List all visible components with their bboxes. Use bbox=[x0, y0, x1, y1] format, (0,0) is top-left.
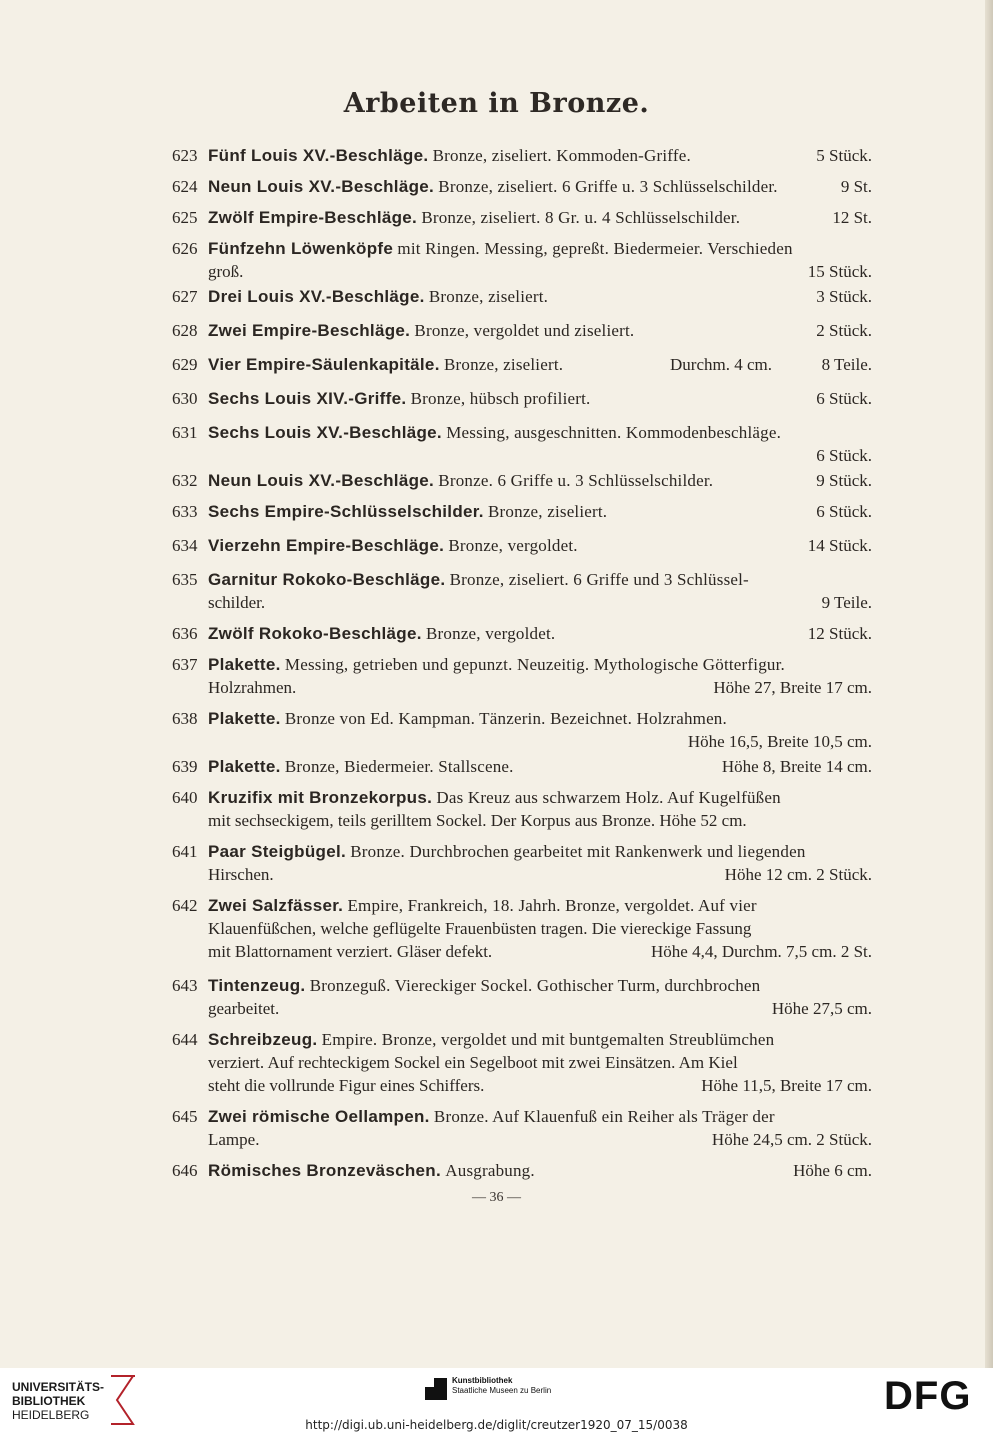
entry-continuation: groß. bbox=[208, 262, 244, 281]
entry-number: 631 bbox=[172, 423, 198, 442]
entry-heading: Sechs Louis XV.-Beschläge. bbox=[208, 423, 442, 442]
entry-description: Bronze, hübsch profiliert. bbox=[410, 389, 591, 408]
entry-625 bbox=[172, 206, 892, 229]
entry-number: 623 bbox=[172, 146, 198, 165]
entry-continuation: verziert. Auf rechteckigem Sockel ein Segelboot mit zwei Einsätzen. Am Kiel bbox=[208, 1053, 738, 1072]
entry-635 bbox=[172, 568, 892, 614]
entry-number: 625 bbox=[172, 208, 198, 227]
entry-number: 642 bbox=[172, 896, 198, 915]
uni-line-3: HEIDELBERG bbox=[12, 1408, 90, 1422]
entry-number: 640 bbox=[172, 788, 198, 807]
entry-645 bbox=[172, 1105, 892, 1151]
entry-heading: Zwei Salzfässer. bbox=[208, 896, 344, 915]
entry-dimension: Höhe 16,5, Breite 10,5 cm. bbox=[687, 732, 872, 751]
entry-continuation: mit sechseckigem, teils gerilltem Sockel. Der Korpus aus Bronze. Höhe 52 cm. bbox=[208, 811, 747, 830]
entry-640 bbox=[172, 786, 892, 832]
entry-heading: Zwei römische Oellampen. bbox=[208, 1107, 430, 1126]
dfg-logo: DFG bbox=[884, 1374, 972, 1418]
entry-number: 637 bbox=[172, 655, 198, 674]
entry-dimension: Höhe 27,5 cm. bbox=[771, 999, 872, 1018]
entry-quantity: 8 Teile. bbox=[821, 355, 872, 374]
entry-continuation: mit Blattornament verziert. Gläser defekt. bbox=[208, 942, 493, 961]
entry-description: Bronze, ziseliert. bbox=[428, 287, 549, 306]
entry-description: Bronze von Ed. Kampman. Tänzerin. Bezeichnet. Holzrahmen. bbox=[284, 709, 727, 728]
entry-description: Bronze, ziseliert. Kommoden-Griffe. bbox=[432, 146, 691, 165]
entry-quantity: 15 Stück. bbox=[807, 262, 872, 281]
entry-description: Bronzeguß. Viereckiger Sockel. Gothischer Turm, durchbrochen bbox=[309, 976, 761, 995]
entry-heading: Neun Louis XV.-Beschläge. bbox=[208, 177, 435, 196]
entry-heading: Fünf Louis XV.-Beschläge. bbox=[208, 146, 429, 165]
entry-number: 635 bbox=[172, 570, 198, 589]
entry-number: 644 bbox=[172, 1030, 198, 1049]
entry-626 bbox=[172, 237, 892, 283]
page-number: — 36 — bbox=[472, 1190, 521, 1205]
page-title: Arbeiten in Bronze. bbox=[343, 88, 650, 119]
entry-624 bbox=[172, 175, 892, 198]
entry-description: Bronze, ziseliert. 6 Griffe und 3 Schlüssel- bbox=[449, 570, 749, 589]
entry-quantity: 14 Stück. bbox=[807, 536, 872, 555]
entry-description: Messing, ausgeschnitten. Kommodenbeschläge. bbox=[446, 423, 782, 442]
entry-continuation: Hirschen. bbox=[208, 865, 274, 884]
entry-number: 628 bbox=[172, 321, 198, 340]
entry-description: Bronze, Biedermeier. Stallscene. bbox=[284, 757, 514, 776]
entry-quantity: 6 Stück. bbox=[816, 502, 872, 521]
kb-line-1: Kunstbibliothek bbox=[452, 1376, 513, 1385]
entry-heading: Paar Steigbügel. bbox=[208, 842, 347, 861]
entry-heading: Tintenzeug. bbox=[208, 976, 306, 995]
entry-continuation: steht die vollrunde Figur eines Schiffers. bbox=[208, 1076, 485, 1095]
entry-description: Bronze. 6 Griffe u. 3 Schlüsselschilder. bbox=[438, 471, 714, 490]
entry-623 bbox=[172, 144, 892, 167]
entry-number: 638 bbox=[172, 709, 198, 728]
entry-639 bbox=[172, 755, 892, 778]
entry-heading: Plakette. bbox=[208, 655, 281, 674]
kb-line-2: Staatliche Museen zu Berlin bbox=[452, 1386, 552, 1395]
entry-633 bbox=[172, 500, 892, 523]
entry-629 bbox=[172, 353, 892, 376]
entry-631 bbox=[172, 421, 892, 467]
kunstbibliothek-label bbox=[452, 1376, 551, 1396]
entry-description: Bronze, ziseliert. bbox=[443, 355, 564, 374]
entry-continuation: Holzrahmen. bbox=[208, 678, 297, 697]
source-url[interactable]: http://digi.ub.uni-heidelberg.de/diglit/creutzer1920_07_15/0038 bbox=[305, 1418, 688, 1432]
entry-heading: Schreibzeug. bbox=[208, 1030, 318, 1049]
entry-heading: Zwei Empire-Beschläge. bbox=[208, 321, 411, 340]
entry-636 bbox=[172, 622, 892, 645]
entry-643 bbox=[172, 974, 892, 1020]
entry-quantity: 2 Stück. bbox=[816, 321, 872, 340]
entry-quantity: 3 Stück. bbox=[816, 287, 872, 306]
entry-quantity: 9 St. bbox=[840, 177, 872, 196]
entry-description: Bronze. Auf Klauenfuß ein Reiher als Träger der bbox=[433, 1107, 775, 1126]
entry-description: Bronze, vergoldet. bbox=[426, 624, 556, 643]
entry-dimension: Höhe 24,5 cm. 2 Stück. bbox=[711, 1130, 872, 1149]
entry-dimension: Höhe 4,4, Durchm. 7,5 cm. 2 St. bbox=[651, 942, 872, 961]
entry-heading: Kruzifix mit Bronzekorpus. bbox=[208, 788, 433, 807]
entry-heading: Sechs Louis XIV.-Griffe. bbox=[208, 389, 407, 408]
entry-heading: Plakette. bbox=[208, 709, 281, 728]
entry-dimension: Höhe 11,5, Breite 17 cm. bbox=[701, 1076, 872, 1095]
entry-634 bbox=[172, 534, 892, 557]
entry-627 bbox=[172, 285, 892, 308]
uni-line-1: UNIVERSITÄTS- bbox=[12, 1380, 105, 1394]
entry-quantity: 6 Stück. bbox=[816, 389, 872, 408]
entry-heading: Zwölf Rokoko-Beschläge. bbox=[208, 624, 422, 643]
entry-list bbox=[172, 144, 892, 1190]
entry-638 bbox=[172, 707, 892, 753]
entry-heading: Römisches Bronzeväschen. bbox=[208, 1161, 442, 1180]
entry-description: Empire, Frankreich, 18. Jahrh. Bronze, vergoldet. Auf vier bbox=[347, 896, 757, 915]
page-edge bbox=[985, 0, 993, 1368]
entry-number: 646 bbox=[172, 1161, 198, 1180]
entry-description: Ausgrabung. bbox=[445, 1161, 535, 1180]
entry-644 bbox=[172, 1028, 892, 1097]
entry-description: Messing, getrieben und gepunzt. Neuzeitig. Mythologische Götterfigur. bbox=[284, 655, 785, 674]
entry-quantity: 12 St. bbox=[832, 208, 872, 227]
entry-number: 627 bbox=[172, 287, 198, 306]
entry-heading: Vier Empire-Säulenkapitäle. bbox=[208, 355, 440, 374]
entry-description: Empire. Bronze, vergoldet und mit buntgemalten Streublümchen bbox=[321, 1030, 775, 1049]
entry-number: 634 bbox=[172, 536, 198, 555]
entry-637 bbox=[172, 653, 892, 699]
entry-number: 630 bbox=[172, 389, 198, 408]
entry-number: 643 bbox=[172, 976, 198, 995]
entry-quantity: 12 Stück. bbox=[807, 624, 872, 643]
entry-number: 629 bbox=[172, 355, 198, 374]
entry-628 bbox=[172, 319, 892, 342]
entry-dimension: Höhe 27, Breite 17 cm. bbox=[713, 678, 872, 697]
entry-continuation: gearbeitet. bbox=[208, 999, 280, 1018]
entry-quantity: 5 Stück. bbox=[816, 146, 872, 165]
entry-description: mit Ringen. Messing, gepreßt. Biedermeier. Verschieden bbox=[397, 239, 793, 258]
entry-description: Bronze, ziseliert. 8 Gr. u. 4 Schlüsselschilder. bbox=[421, 208, 741, 227]
entry-quantity: 6 Stück. bbox=[816, 446, 872, 465]
entry-description: Das Kreuz aus schwarzem Holz. Auf Kugelfüßen bbox=[436, 788, 781, 807]
entry-number: 624 bbox=[172, 177, 198, 196]
entry-heading: Zwölf Empire-Beschläge. bbox=[208, 208, 418, 227]
entry-641 bbox=[172, 840, 892, 886]
entry-description: Bronze, vergoldet. bbox=[448, 536, 578, 555]
entry-630 bbox=[172, 387, 892, 410]
entry-quantity: 9 Stück. bbox=[816, 471, 872, 490]
entry-continuation: Klauenfüßchen, welche geflügelte Frauenbüsten tragen. Die viereckige Fassung bbox=[208, 919, 752, 938]
entry-number: 641 bbox=[172, 842, 198, 861]
entry-number: 626 bbox=[172, 239, 198, 258]
entry-description: Bronze, ziseliert. 6 Griffe u. 3 Schlüsselschilder. bbox=[438, 177, 778, 196]
entry-heading: Drei Louis XV.-Beschläge. bbox=[208, 287, 425, 306]
entry-continuation: Lampe. bbox=[208, 1130, 260, 1149]
entry-632 bbox=[172, 469, 892, 492]
entry-heading: Fünfzehn Löwenköpfe bbox=[208, 239, 394, 258]
entry-heading: Sechs Empire-Schlüsselschilder. bbox=[208, 502, 484, 521]
entry-number: 632 bbox=[172, 471, 198, 490]
entry-642 bbox=[172, 894, 892, 963]
entry-dimension: Höhe 8, Breite 14 cm. bbox=[721, 757, 872, 776]
entry-number: 633 bbox=[172, 502, 198, 521]
entry-description: Bronze, vergoldet und ziseliert. bbox=[414, 321, 635, 340]
entry-heading: Plakette. bbox=[208, 757, 281, 776]
entry-description: Bronze, ziseliert. bbox=[488, 502, 608, 521]
kunstbibliothek-icon bbox=[425, 1378, 447, 1400]
entry-heading: Garnitur Rokoko-Beschläge. bbox=[208, 570, 446, 589]
entry-heading: Neun Louis XV.-Beschläge. bbox=[208, 471, 435, 490]
entry-quantity: 9 Teile. bbox=[821, 593, 872, 612]
entry-number: 639 bbox=[172, 757, 198, 776]
entry-number: 645 bbox=[172, 1107, 198, 1126]
entry-dimension: Höhe 12 cm. 2 Stück. bbox=[724, 865, 872, 884]
entry-dimension: Höhe 6 cm. bbox=[793, 1161, 872, 1180]
university-library-logo-text bbox=[12, 1380, 104, 1422]
entry-number: 636 bbox=[172, 624, 198, 643]
entry-heading: Vierzehn Empire-Beschläge. bbox=[208, 536, 445, 555]
entry-description: Bronze. Durchbrochen gearbeitet mit Rankenwerk und liegenden bbox=[350, 842, 806, 861]
entry-dimension: Durchm. 4 cm. bbox=[670, 355, 772, 374]
entry-646 bbox=[172, 1159, 892, 1182]
entry-continuation: schilder. bbox=[208, 593, 266, 612]
uni-line-2: BIBLIOTHEK bbox=[12, 1394, 86, 1408]
